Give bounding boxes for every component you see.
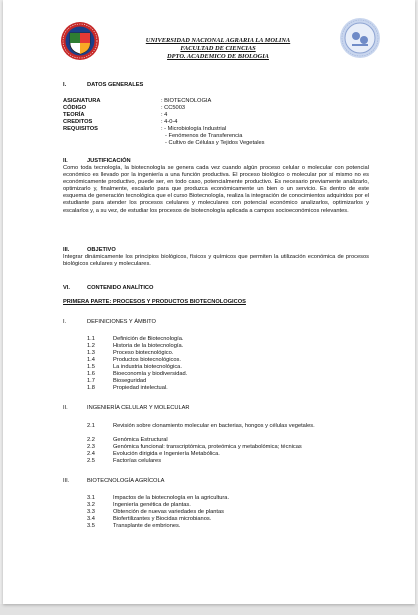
part-title: PRIMERA PARTE: PROCESOS Y PRODUCTOS BIOTECNOLOGICOS — [63, 299, 246, 305]
list-item: Definición de Biotecnología. — [113, 336, 184, 342]
section-number: I. — [63, 82, 67, 88]
item-number: 2.5 — [87, 458, 95, 464]
item-number: 1.2 — [87, 343, 95, 349]
list-item: Bioeconomía y biodiversidad. — [113, 371, 188, 377]
faculty-seal-icon — [339, 17, 381, 59]
unit-title: BIOTECNOLOGÍA AGRÍCOLA — [87, 478, 165, 484]
section-number: III. — [63, 247, 70, 253]
item-number: 3.5 — [87, 523, 95, 529]
list-item: Obtención de nuevas variedades de plantas — [113, 509, 224, 515]
unit-number: II. — [63, 405, 68, 411]
list-item: Ingeniería genética de plantas. — [113, 502, 191, 508]
unit-number: I. — [63, 319, 67, 325]
section-title-contenido: CONTENIDO ANALÍTICO — [87, 285, 154, 291]
section-title-datos-generales: DATOS GENERALES — [87, 82, 144, 88]
item-number: 2.3 — [87, 444, 95, 450]
list-item: Evolución dirigida e Ingeniería Metabólica. — [113, 451, 220, 457]
field-value: : CC5003 — [161, 105, 186, 111]
list-item: Genómica Estructural — [113, 437, 168, 443]
item-number: 1.1 — [87, 336, 95, 342]
field-value: : 4-0-4 — [161, 119, 178, 125]
list-item: Proceso biotecnológico. — [113, 350, 174, 356]
list-item: Revisión sobre clonamiento molecular en bacterias, hongos y células vegetales. — [113, 423, 315, 429]
section-number: VI. — [63, 285, 70, 291]
item-number: 3.3 — [87, 509, 95, 515]
item-number: 2.1 — [87, 423, 95, 429]
field-label: CÓDIGO — [63, 105, 87, 111]
list-item: Factorías celulares — [113, 458, 162, 464]
university-name: UNIVERSIDAD NACIONAL AGRARIA LA MOLINA — [145, 37, 291, 44]
item-number: 2.2 — [87, 437, 95, 443]
requisito-item: - Fenómenos de Transferencia — [165, 133, 243, 139]
section-title-justificacion: JUSTIFICACIÓN — [87, 158, 131, 164]
unit-title: INGENIERÍA CELULAR Y MOLECULAR — [87, 405, 190, 411]
item-number: 1.8 — [87, 385, 95, 391]
page-shadow — [0, 604, 418, 615]
unit-number: III. — [63, 478, 70, 484]
field-label: TEORÍA — [63, 112, 85, 118]
item-number: 3.2 — [87, 502, 95, 508]
field-label: REQUISITOS — [63, 126, 98, 132]
field-value: : BIOTECNOLOGIA — [161, 98, 212, 104]
field-label: CREDITOS — [63, 119, 93, 125]
university-crest-icon — [60, 21, 100, 61]
list-item: Propiedad intelectual. — [113, 385, 168, 391]
document-page — [3, 0, 415, 604]
list-item: Genómica funcional: transcriptómica, proteómica y metabolómica; técnicas — [113, 444, 302, 450]
item-number: 1.4 — [87, 357, 95, 363]
department-name: DPTO. ACADEMICO DE BIOLOGIA — [167, 52, 269, 60]
item-number: 1.3 — [87, 350, 95, 356]
justificacion-paragraph: Como toda tecnología, la biotecnología se genera cada vez cuando algún proceso celular o molecular con potencial económico es llevado por la ingeniería a una función productiva. El proceso biológico o molecular por sí mismo no es económicamente productivo, puede ser, en todo caso, potencialmente productivo. Es necesario previamente analizarlo, optimizarlo y, finalmente, escalarlo para que produzca económicamente un bien o un servicio. Es dentro de este esquema de generación tecnológica que el curso Biotecnología, realiza la integración de conocimientos adquiridos por el estudiante para atender los procesos celulares y moleculares con potencial económico analizarlos, optimizarlos y escalarlos y, a su vez, de estudiar los procesos de biotecnología aplicada a campos socioeconómicos relevantes. — [63, 165, 369, 214]
item-number: 3.4 — [87, 516, 95, 522]
list-item: Bioseguridad — [113, 378, 147, 384]
list-item: Impactos de la biotecnología en la agricultura. — [113, 495, 230, 501]
unit-title: DEFINICIONES Y ÁMBITO — [87, 319, 156, 325]
objetivo-paragraph: Integrar dinámicamente los principios biológicos, físicos y químicos que permiten la utilización económica de procesos biológicos celulares y moleculares. — [63, 254, 369, 268]
item-number: 3.1 — [87, 495, 95, 501]
list-item: Productos biotecnológicos. — [113, 357, 181, 363]
item-number: 1.7 — [87, 378, 95, 384]
list-item: Transplante de embriones. — [113, 523, 181, 529]
requisito-item: - Cultivo de Células y Tejidos Vegetales — [165, 140, 265, 146]
list-item: Biofertilizantes y Biocidas microbianos. — [113, 516, 212, 522]
item-number: 1.5 — [87, 364, 95, 370]
list-item: Historia de la biotecnología. — [113, 343, 184, 349]
section-title-objetivo: OBJETIVO — [87, 247, 116, 253]
document-header — [113, 37, 323, 60]
field-value: : - Microbiología Industrial — [161, 126, 227, 132]
faculty-name: FACULTAD DE CIENCIAS — [180, 44, 256, 52]
item-number: 2.4 — [87, 451, 95, 457]
item-number: 1.6 — [87, 371, 95, 377]
section-number: II. — [63, 158, 68, 164]
list-item: La industria biotecnológica. — [113, 364, 182, 370]
field-label: ASIGNATURA — [63, 98, 101, 104]
field-value: : 4 — [161, 112, 168, 118]
